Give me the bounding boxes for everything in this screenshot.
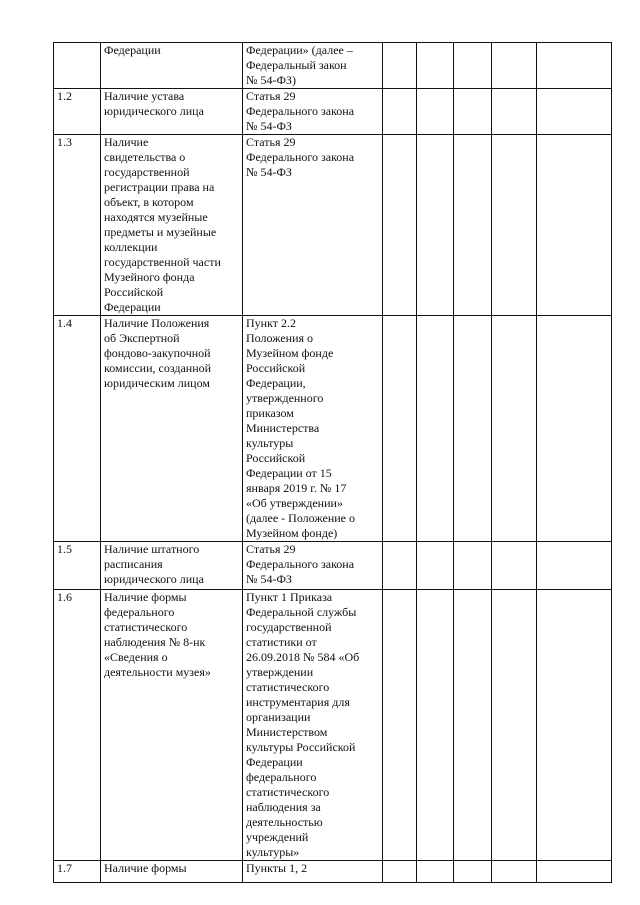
empty-cell — [492, 89, 537, 135]
empty-cell — [537, 590, 612, 861]
criterion-cell: Наличие формы федерального статистического наблюдения № 8-нк «Сведения о деятельности музея» — [101, 590, 243, 861]
legal-basis-cell: Пункт 2.2 Положения о Музейном фонде Российской Федерации, утвержденного приказом Министерства культуры Российской Федерации от 15 января 2019 г. № 17 «Об утверждении» (далее - Положение о Музейном фонде) — [243, 316, 383, 542]
criterion-cell: Наличие устава юридического лица — [101, 89, 243, 135]
row-number: 1.7 — [54, 861, 101, 883]
empty-cell — [454, 861, 492, 883]
table-row — [54, 89, 612, 135]
empty-cell — [537, 135, 612, 316]
criterion-cell: Наличие формы — [101, 861, 243, 883]
empty-cell — [537, 89, 612, 135]
row-number: 1.6 — [54, 590, 101, 861]
empty-cell — [537, 43, 612, 89]
legal-basis-cell: Статья 29 Федерального закона № 54-ФЗ — [243, 135, 383, 316]
criterion-cell: Федерации — [101, 43, 243, 89]
empty-cell — [417, 135, 454, 316]
empty-cell — [383, 89, 417, 135]
empty-cell — [492, 590, 537, 861]
empty-cell — [417, 542, 454, 590]
empty-cell — [454, 43, 492, 89]
row-number: 1.2 — [54, 89, 101, 135]
row-number — [54, 43, 101, 89]
empty-cell — [492, 316, 537, 542]
row-number: 1.5 — [54, 542, 101, 590]
empty-cell — [383, 542, 417, 590]
empty-cell — [454, 542, 492, 590]
empty-cell — [383, 861, 417, 883]
empty-cell — [492, 542, 537, 590]
empty-cell — [492, 135, 537, 316]
checklist-table — [53, 42, 612, 883]
empty-cell — [417, 316, 454, 542]
legal-basis-cell: Статья 29 Федерального закона № 54-ФЗ — [243, 542, 383, 590]
row-number: 1.3 — [54, 135, 101, 316]
empty-cell — [454, 89, 492, 135]
criterion-cell: Наличие штатного расписания юридического лица — [101, 542, 243, 590]
table-row — [54, 135, 612, 316]
table-row — [54, 316, 612, 542]
empty-cell — [537, 316, 612, 542]
empty-cell — [383, 135, 417, 316]
empty-cell — [454, 135, 492, 316]
empty-cell — [454, 590, 492, 861]
row-number: 1.4 — [54, 316, 101, 542]
empty-cell — [383, 43, 417, 89]
legal-basis-cell: Федерации» (далее – Федеральный закон № 54-ФЗ) — [243, 43, 383, 89]
legal-basis-cell: Пункты 1, 2 — [243, 861, 383, 883]
empty-cell — [537, 542, 612, 590]
legal-basis-cell: Статья 29 Федерального закона № 54-ФЗ — [243, 89, 383, 135]
empty-cell — [417, 89, 454, 135]
empty-cell — [417, 43, 454, 89]
empty-cell — [383, 316, 417, 542]
empty-cell — [417, 590, 454, 861]
legal-basis-cell: Пункт 1 Приказа Федеральной службы государственной статистики от 26.09.2018 № 584 «Об утверждении статистического инструментария для организации Министерством культуры Российской Федерации федерального статистического наблюдения за деятельностью учреждений культуры» — [243, 590, 383, 861]
empty-cell — [492, 43, 537, 89]
criterion-cell: Наличие Положения об Экспертной фондово-закупочной комиссии, созданной юридическим лицом — [101, 316, 243, 542]
empty-cell — [537, 861, 612, 883]
empty-cell — [454, 316, 492, 542]
empty-cell — [383, 590, 417, 861]
empty-cell — [417, 861, 454, 883]
table-row — [54, 861, 612, 883]
criterion-cell: Наличие свидетельства о государственной регистрации права на объект, в котором находятся музейные предметы и музейные коллекции государственной части Музейного фонда Российской Федерации — [101, 135, 243, 316]
table-row — [54, 43, 612, 89]
table-row — [54, 542, 612, 590]
table-row — [54, 590, 612, 861]
empty-cell — [492, 861, 537, 883]
